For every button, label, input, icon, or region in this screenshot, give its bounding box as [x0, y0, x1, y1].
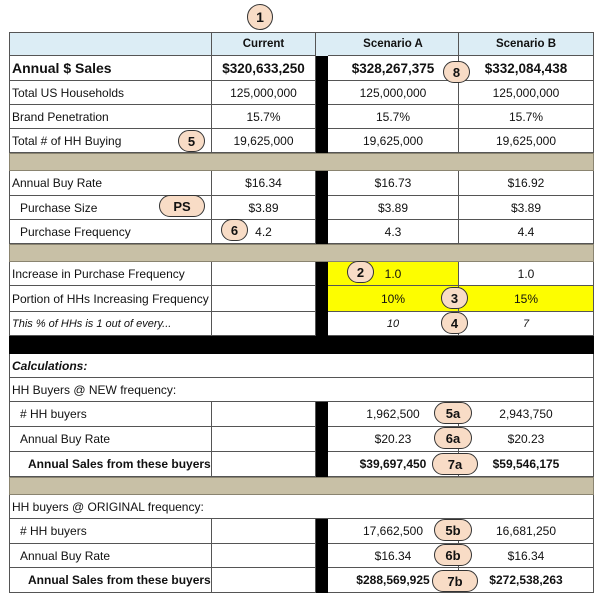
section-divider: [9, 244, 594, 262]
row-portion-hh: [9, 286, 594, 312]
column-separator: [316, 220, 328, 244]
row-label: Portion of HHs Increasing Frequency: [9, 286, 212, 312]
row-new-frequency-heading: [9, 378, 594, 402]
callout-badge-3: 3: [441, 287, 468, 309]
value-current-empty: [212, 568, 316, 593]
row-new-hh-buyers: [9, 402, 594, 427]
value-scenario-b: $3.89: [459, 196, 594, 220]
row-label: Annual Buy Rate: [9, 427, 212, 452]
value-scenario-b: 125,000,000: [459, 81, 594, 105]
value-scenario-a: $39,697,450: [328, 452, 459, 477]
value-scenario-b: 19,625,000: [459, 129, 594, 153]
section-divider: [9, 153, 594, 171]
column-separator: [316, 286, 328, 312]
callout-badge-6a: 6a: [434, 427, 472, 449]
value-current: 4.2: [212, 220, 316, 244]
row-new-buy-rate: [9, 427, 594, 452]
row-label: This % of HHs is 1 out of every...: [9, 312, 212, 336]
value-scenario-b: 16,681,250: [459, 519, 594, 544]
column-separator: [316, 402, 328, 427]
row-label: Annual Buy Rate: [9, 544, 212, 568]
value-scenario-a: 1,962,500: [328, 402, 459, 427]
value-scenario-b: 2,943,750: [459, 402, 594, 427]
header-scenario-a: Scenario A: [328, 32, 459, 56]
row-label: Purchase Frequency: [9, 220, 212, 244]
column-separator: [316, 262, 328, 286]
header-row: [9, 32, 594, 56]
row-label: Purchase Size: [9, 196, 212, 220]
input-scenario-a[interactable]: 1.0: [328, 262, 459, 286]
value-current: 15.7%: [212, 105, 316, 129]
value-scenario-b: $332,084,438: [459, 56, 594, 81]
value-scenario-a: $20.23: [328, 427, 459, 452]
row-label: Total US Households: [9, 81, 212, 105]
callout-badge-5: 5: [178, 130, 205, 152]
column-separator: [316, 171, 328, 196]
row-annual-sales: [9, 56, 594, 81]
value-current-empty: [212, 427, 316, 452]
callout-badge-7a: 7a: [432, 453, 478, 475]
header-scenario-b: Scenario B: [459, 32, 594, 56]
column-separator: [316, 105, 328, 129]
row-label: Annual Sales from these buyers: [9, 568, 212, 593]
header-current: Current: [212, 32, 316, 56]
value-current-empty: [212, 286, 316, 312]
value-current: $16.34: [212, 171, 316, 196]
value-current-empty: [212, 452, 316, 477]
value-scenario-a: $16.34: [328, 544, 459, 568]
value-scenario-a: $328,267,375: [328, 56, 459, 81]
value-current-empty: [212, 519, 316, 544]
row-brand-penetration: [9, 105, 594, 129]
callout-badge-2: 2: [347, 261, 374, 283]
row-buy-rate: [9, 171, 594, 196]
value-current-empty: [212, 544, 316, 568]
row-label: # HH buyers: [9, 402, 212, 427]
row-original-frequency-heading: [9, 495, 594, 519]
value-scenario-a: $288,569,925: [328, 568, 459, 593]
row-hh-buying: [9, 129, 594, 153]
value-scenario-a: 17,662,500: [328, 519, 459, 544]
header-blank: [9, 32, 212, 56]
value-scenario-a: 4.3: [328, 220, 459, 244]
row-label: Annual Sales from these buyers: [9, 452, 212, 477]
value-scenario-b: 15.7%: [459, 105, 594, 129]
row-orig-sales: [9, 568, 594, 593]
row-households: [9, 81, 594, 105]
value-scenario-a: 19,625,000: [328, 129, 459, 153]
row-orig-buy-rate: [9, 544, 594, 568]
callout-badge-ps: PS: [159, 195, 205, 217]
value-scenario-a: $3.89: [328, 196, 459, 220]
value-scenario-a: 10: [328, 312, 459, 336]
callout-badge-1: 1: [247, 4, 273, 30]
callout-badge-5b: 5b: [434, 519, 472, 541]
section-black-bar: [9, 336, 594, 354]
value-current: 19,625,000: [212, 129, 316, 153]
section-divider: [9, 477, 594, 495]
row-label: Brand Penetration: [9, 105, 212, 129]
callout-badge-5a: 5a: [434, 402, 472, 424]
value-scenario-b: 1.0: [459, 262, 594, 286]
original-frequency-heading: HH buyers @ ORIGINAL frequency:: [9, 495, 594, 519]
value-current-empty: [212, 402, 316, 427]
column-separator: [316, 196, 328, 220]
row-one-out-of: [9, 312, 594, 336]
calculations-heading: Calculations:: [9, 354, 594, 378]
column-separator: [316, 452, 328, 477]
row-label: Increase in Purchase Frequency: [9, 262, 212, 286]
value-current: 125,000,000: [212, 81, 316, 105]
row-label: Annual $ Sales: [9, 56, 212, 81]
column-separator: [316, 568, 328, 593]
value-scenario-b: 7: [459, 312, 594, 336]
column-separator: [316, 56, 328, 81]
value-scenario-a: $16.73: [328, 171, 459, 196]
value-scenario-a: 125,000,000: [328, 81, 459, 105]
column-separator: [316, 312, 328, 336]
value-scenario-a: 15.7%: [328, 105, 459, 129]
callout-badge-6: 6: [221, 219, 248, 241]
value-current: $3.89: [212, 196, 316, 220]
column-separator: [316, 129, 328, 153]
row-purchase-size: [9, 196, 594, 220]
value-scenario-b: $16.92: [459, 171, 594, 196]
callout-badge-6b: 6b: [434, 544, 472, 566]
row-calculations: [9, 354, 594, 378]
row-orig-hh-buyers: [9, 519, 594, 544]
callout-badge-8: 8: [443, 61, 470, 83]
callout-badge-7b: 7b: [432, 570, 478, 592]
row-label: # HH buyers: [9, 519, 212, 544]
input-scenario-b[interactable]: 15%: [459, 286, 594, 312]
value-scenario-b: 4.4: [459, 220, 594, 244]
value-scenario-b: $16.34: [459, 544, 594, 568]
column-separator: [316, 544, 328, 568]
value-scenario-b: $272,538,263: [459, 568, 594, 593]
value-current-empty: [212, 262, 316, 286]
value-scenario-b: $59,546,175: [459, 452, 594, 477]
input-scenario-a[interactable]: 10%: [328, 286, 459, 312]
row-label: Total # of HH Buying: [9, 129, 212, 153]
value-scenario-b: $20.23: [459, 427, 594, 452]
column-separator: [316, 427, 328, 452]
row-purchase-frequency: [9, 220, 594, 244]
value-current-empty: [212, 312, 316, 336]
row-increase-frequency: [9, 262, 594, 286]
column-separator: [316, 519, 328, 544]
row-new-sales: [9, 452, 594, 477]
column-separator: [316, 81, 328, 105]
column-separator: [316, 32, 328, 56]
value-current: $320,633,250: [212, 56, 316, 81]
row-label: Annual Buy Rate: [9, 171, 212, 196]
new-frequency-heading: HH Buyers @ NEW frequency:: [9, 378, 594, 402]
callout-badge-4: 4: [441, 312, 468, 334]
